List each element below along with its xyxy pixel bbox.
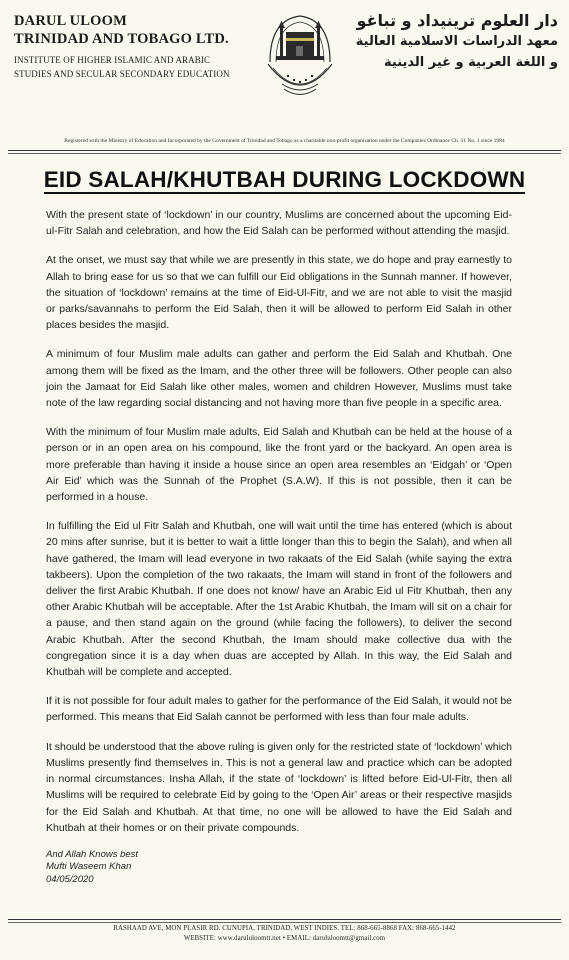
registration-note: Registered with the Ministry of Education and Incorporated by the Government of Trinidad and Tobago as a charitable non-profit organisation under the Companies Ordinance Ch. 31 No. 1 since 1984 [64, 138, 505, 144]
footer-contact: WEBSITE: www.darululoomtt.net • EMAIL: darululoomtt@gmail.com [183, 935, 386, 942]
paragraph: It should be understood that the above ruling is given only for the restricted state of ‘lockdown’ which Muslims presently find themselves in. This is not a general law and practice which can be adopted in normal circumstances. Insha Allah, if the state of ‘lockdown’ is lifted before Eid-Ul-Fitr, then all Muslims will be required to celebrate Eid by going to the ‘Open Air’ areas or their respective masjids for the Eid Salah and Khutbah. At that time, no one will be allowed to have the Eid Salah and Khutbah at their homes or on their private compounds. [46, 740, 512, 834]
kaaba-seal-logo [262, 10, 338, 110]
signature-date: 04/05/2020 [46, 873, 94, 885]
closing-line: And Allah Knows best [46, 848, 139, 860]
signature-block [46, 849, 512, 887]
org-name-line1: DARUL ULOOM [14, 13, 127, 29]
paragraph: With the minimum of four Muslim male adults, Eid Salah and Khutbah can be held at the house of a person or in an open area on his compound, like the front yard or the backyard. An open area is more preferable than having it inside a house since an open area resembles an ‘Eidgah’ or ‘Open Air Eid’ which was the Sunnah of the Prophet (S.A.W). If this is not possible, then it can be performed in a house. [46, 426, 512, 504]
paragraph: With the present state of ‘lockdown’ in our country, Muslims are concerned about the upcoming Eid-ul-Fitr Salah and celebration, and how the Eid Salah can be performed without attending the masjid. [46, 209, 512, 238]
arabic-name-line3: و اللغة العربية و غير الدينية [384, 55, 558, 70]
arabic-name-line2: معهد الدراسات الاسلامية العالية [355, 34, 558, 49]
header-divider-thin [8, 153, 561, 154]
header-divider [8, 150, 561, 151]
paragraph: If it is not possible for four adult males to gather for the performance of the Eid Salah, it would not be performed. This means that Eid Salah cannot be performed with less than four male adults. [46, 695, 512, 724]
arabic-name-line1: دار العلوم ترينيداد و تباغو [356, 11, 558, 30]
letterhead-arabic [355, 10, 558, 73]
signatory-name: Mufti Waseem Khan [46, 861, 132, 873]
org-subtitle [14, 53, 259, 81]
org-subtitle-line2: STUDIES AND SECULAR SECONDARY EDUCATION [14, 69, 230, 79]
document-title-text: EID SALAH/KHUTBAH DURING LOCKDOWN [43, 167, 526, 192]
paragraph: A minimum of four Muslim male adults can gather and perform the Eid Salah and Khutbah. One among them will be fixed as the Imam, and the other three will be followers. Other people can also join the Jamaat for Eid Salah like other males, women and children However, Muslims must take note of the law regarding social distancing and not having more than five people in a specific area. [46, 348, 512, 410]
footer-divider-thin [8, 922, 561, 923]
footer-address: RASHAAD AVE, MON PLASIR RD. CUNUPIA, TRINIDAD, WEST INDIES. TEL: 868-665-8868 FAX: 868-665-1442 [113, 925, 456, 932]
paragraph: In fulfilling the Eid ul Fitr Salah and Khutbah, one will wait until the time has entered (which is about 20 mins after sunrise, but it is better to wait a little longer than this to begin the Salah), and when all have gathered, the Imam will lead everyone in two rakaats of the Eid Salah (while saying the extra takbeers). Upon the completion of the two rakaats, the Imam will stand in front of the followers and deliver the first Arabic Khutbah. If one does not know/ have an Arabic Eid ul Fitr Khutbah, then any other Arabic Khutbah will be acceptable. After the 1st Arabic Khutbah, the Imam will sit on a chair for a pause, and then stand again on the ground (while facing the followers), to deliver the second Arabic Khutbah. After the second Khutbah, the Imam should make collective dua with the congregation since it is a day when duas are accepted by Allah. In this way, the Eid Salah and Khutbah will be complete and accepted. [46, 520, 512, 679]
org-name-line2: TRINIDAD AND TOBAGO LTD. [14, 31, 229, 47]
footer-divider [8, 919, 561, 920]
document-title [0, 167, 569, 193]
document-body [46, 207, 512, 886]
paragraph: At the onset, we must say that while we are presently in this state, we do hope and pray earnestly to Allah to bring ease for us so that we can fulfill our Eid obligations in the Sunnah manner. If however, the situation of ‘lockdown’ remains at the time of Eid-Ul-Fitr, and we are not able to visit the masjid or parks/savannahs to perform the Eid Salah, then it will be allowed to perform Eid Salah in other places besides the masjid. [46, 254, 512, 332]
org-subtitle-line1: INSTITUTE OF HIGHER ISLAMIC AND ARABIC [14, 55, 211, 65]
letterhead-left [14, 12, 259, 81]
